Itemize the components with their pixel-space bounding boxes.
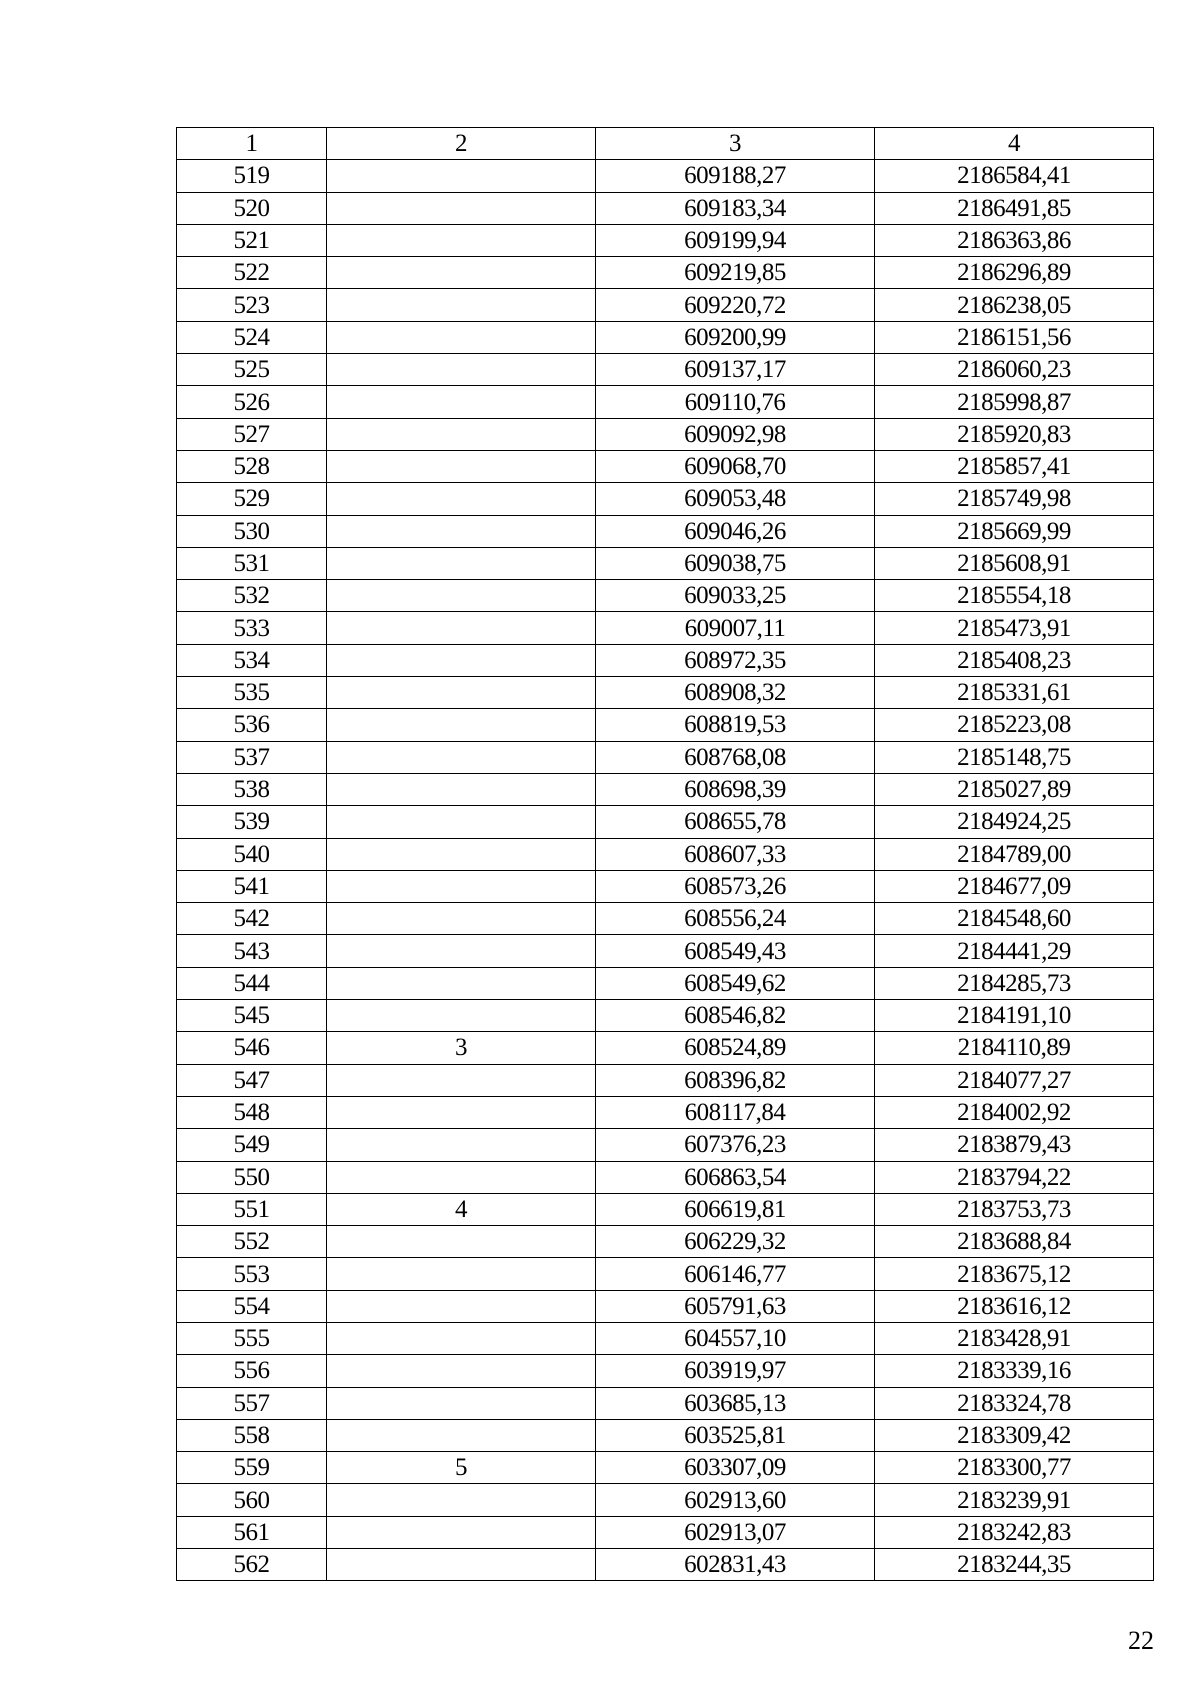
point-number-cell: 525 <box>177 354 327 386</box>
point-number-cell: 553 <box>177 1258 327 1290</box>
y-coordinate-cell: 2186363,86 <box>875 224 1154 256</box>
x-coordinate-cell: 607376,23 <box>596 1129 875 1161</box>
table-row <box>177 1387 1154 1419</box>
point-number-cell: 540 <box>177 838 327 870</box>
point-number-cell: 534 <box>177 644 327 676</box>
y-coordinate-cell: 2183675,12 <box>875 1258 1154 1290</box>
y-coordinate-cell: 2184110,89 <box>875 1032 1154 1064</box>
point-number-cell: 557 <box>177 1387 327 1419</box>
x-coordinate-cell: 608972,35 <box>596 644 875 676</box>
table-header-row <box>177 128 1154 160</box>
x-coordinate-cell: 609199,94 <box>596 224 875 256</box>
x-coordinate-cell: 605791,63 <box>596 1290 875 1322</box>
table-row <box>177 1032 1154 1064</box>
point-number-cell: 549 <box>177 1129 327 1161</box>
section-cell <box>327 386 596 418</box>
y-coordinate-cell: 2185749,98 <box>875 483 1154 515</box>
x-coordinate-cell: 608556,24 <box>596 903 875 935</box>
section-cell <box>327 903 596 935</box>
point-number-cell: 556 <box>177 1355 327 1387</box>
point-number-cell: 550 <box>177 1161 327 1193</box>
section-cell <box>327 1516 596 1548</box>
table-row <box>177 741 1154 773</box>
y-coordinate-cell: 2186238,05 <box>875 289 1154 321</box>
point-number-cell: 560 <box>177 1484 327 1516</box>
x-coordinate-cell: 609220,72 <box>596 289 875 321</box>
table-row <box>177 192 1154 224</box>
y-coordinate-cell: 2183753,73 <box>875 1193 1154 1225</box>
x-coordinate-cell: 608117,84 <box>596 1096 875 1128</box>
y-coordinate-cell: 2185857,41 <box>875 450 1154 482</box>
x-coordinate-cell: 609092,98 <box>596 418 875 450</box>
y-coordinate-cell: 2183794,22 <box>875 1161 1154 1193</box>
x-coordinate-cell: 602913,07 <box>596 1516 875 1548</box>
point-number-cell: 539 <box>177 806 327 838</box>
table-row <box>177 644 1154 676</box>
section-cell: 4 <box>327 1193 596 1225</box>
x-coordinate-cell: 608768,08 <box>596 741 875 773</box>
x-coordinate-cell: 609007,11 <box>596 612 875 644</box>
y-coordinate-cell: 2183309,42 <box>875 1419 1154 1451</box>
y-coordinate-cell: 2183242,83 <box>875 1516 1154 1548</box>
point-number-cell: 530 <box>177 515 327 547</box>
y-coordinate-cell: 2186584,41 <box>875 160 1154 192</box>
section-cell <box>327 354 596 386</box>
y-coordinate-cell: 2183244,35 <box>875 1549 1154 1581</box>
point-number-cell: 536 <box>177 709 327 741</box>
point-number-cell: 544 <box>177 967 327 999</box>
header-col-2: 2 <box>327 128 596 160</box>
section-cell <box>327 612 596 644</box>
section-cell <box>327 1484 596 1516</box>
header-col-3: 3 <box>596 128 875 160</box>
x-coordinate-cell: 608396,82 <box>596 1064 875 1096</box>
section-cell <box>327 1258 596 1290</box>
table-row <box>177 806 1154 838</box>
table-row <box>177 967 1154 999</box>
point-number-cell: 552 <box>177 1226 327 1258</box>
table-row <box>177 935 1154 967</box>
y-coordinate-cell: 2184677,09 <box>875 870 1154 902</box>
section-cell <box>327 1322 596 1354</box>
section-cell <box>327 224 596 256</box>
section-cell <box>327 1000 596 1032</box>
point-number-cell: 524 <box>177 321 327 353</box>
table-row <box>177 515 1154 547</box>
page-number: 22 <box>1128 1626 1154 1655</box>
x-coordinate-cell: 603525,81 <box>596 1419 875 1451</box>
section-cell: 5 <box>327 1452 596 1484</box>
x-coordinate-cell: 609110,76 <box>596 386 875 418</box>
point-number-cell: 519 <box>177 160 327 192</box>
y-coordinate-cell: 2183300,77 <box>875 1452 1154 1484</box>
y-coordinate-cell: 2185331,61 <box>875 677 1154 709</box>
x-coordinate-cell: 609033,25 <box>596 580 875 612</box>
point-number-cell: 555 <box>177 1322 327 1354</box>
y-coordinate-cell: 2183239,91 <box>875 1484 1154 1516</box>
y-coordinate-cell: 2183324,78 <box>875 1387 1154 1419</box>
section-cell <box>327 160 596 192</box>
point-number-cell: 551 <box>177 1193 327 1225</box>
point-number-cell: 532 <box>177 580 327 612</box>
section-cell <box>327 483 596 515</box>
section-cell <box>327 870 596 902</box>
y-coordinate-cell: 2184191,10 <box>875 1000 1154 1032</box>
x-coordinate-cell: 608546,82 <box>596 1000 875 1032</box>
x-coordinate-cell: 608573,26 <box>596 870 875 902</box>
point-number-cell: 522 <box>177 257 327 289</box>
x-coordinate-cell: 608655,78 <box>596 806 875 838</box>
section-cell <box>327 806 596 838</box>
section-cell <box>327 741 596 773</box>
section-cell <box>327 1419 596 1451</box>
point-number-cell: 533 <box>177 612 327 644</box>
table-row <box>177 160 1154 192</box>
x-coordinate-cell: 609068,70 <box>596 450 875 482</box>
point-number-cell: 542 <box>177 903 327 935</box>
x-coordinate-cell: 609046,26 <box>596 515 875 547</box>
section-cell <box>327 418 596 450</box>
point-number-cell: 548 <box>177 1096 327 1128</box>
x-coordinate-cell: 604557,10 <box>596 1322 875 1354</box>
x-coordinate-cell: 608819,53 <box>596 709 875 741</box>
x-coordinate-cell: 609200,99 <box>596 321 875 353</box>
x-coordinate-cell: 609053,48 <box>596 483 875 515</box>
x-coordinate-cell: 609219,85 <box>596 257 875 289</box>
table-row <box>177 386 1154 418</box>
y-coordinate-cell: 2186491,85 <box>875 192 1154 224</box>
section-cell <box>327 967 596 999</box>
point-number-cell: 520 <box>177 192 327 224</box>
section-cell <box>327 1161 596 1193</box>
x-coordinate-cell: 609183,34 <box>596 192 875 224</box>
y-coordinate-cell: 2184924,25 <box>875 806 1154 838</box>
y-coordinate-cell: 2183616,12 <box>875 1290 1154 1322</box>
section-cell <box>327 773 596 805</box>
section-cell <box>327 580 596 612</box>
section-cell <box>327 677 596 709</box>
section-cell <box>327 935 596 967</box>
table-row <box>177 289 1154 321</box>
table-row <box>177 1452 1154 1484</box>
table-row <box>177 1064 1154 1096</box>
table-row <box>177 1290 1154 1322</box>
coordinates-table-container <box>176 127 1153 1581</box>
section-cell <box>327 709 596 741</box>
x-coordinate-cell: 603307,09 <box>596 1452 875 1484</box>
point-number-cell: 546 <box>177 1032 327 1064</box>
header-col-4: 4 <box>875 128 1154 160</box>
section-cell <box>327 644 596 676</box>
table-row <box>177 1258 1154 1290</box>
section-cell <box>327 192 596 224</box>
point-number-cell: 526 <box>177 386 327 418</box>
x-coordinate-cell: 609038,75 <box>596 547 875 579</box>
x-coordinate-cell: 602913,60 <box>596 1484 875 1516</box>
point-number-cell: 527 <box>177 418 327 450</box>
point-number-cell: 541 <box>177 870 327 902</box>
section-cell <box>327 1064 596 1096</box>
point-number-cell: 554 <box>177 1290 327 1322</box>
y-coordinate-cell: 2183879,43 <box>875 1129 1154 1161</box>
x-coordinate-cell: 609137,17 <box>596 354 875 386</box>
table-row <box>177 547 1154 579</box>
point-number-cell: 528 <box>177 450 327 482</box>
table-row <box>177 838 1154 870</box>
table-row <box>177 418 1154 450</box>
y-coordinate-cell: 2186296,89 <box>875 257 1154 289</box>
table-row <box>177 257 1154 289</box>
y-coordinate-cell: 2185998,87 <box>875 386 1154 418</box>
table-row <box>177 773 1154 805</box>
table-row <box>177 224 1154 256</box>
y-coordinate-cell: 2186060,23 <box>875 354 1154 386</box>
x-coordinate-cell: 609188,27 <box>596 160 875 192</box>
y-coordinate-cell: 2185554,18 <box>875 580 1154 612</box>
point-number-cell: 562 <box>177 1549 327 1581</box>
table-row <box>177 450 1154 482</box>
section-cell <box>327 1387 596 1419</box>
y-coordinate-cell: 2184002,92 <box>875 1096 1154 1128</box>
y-coordinate-cell: 2184548,60 <box>875 903 1154 935</box>
point-number-cell: 545 <box>177 1000 327 1032</box>
table-row <box>177 1484 1154 1516</box>
section-cell <box>327 1226 596 1258</box>
table-row <box>177 580 1154 612</box>
y-coordinate-cell: 2185669,99 <box>875 515 1154 547</box>
x-coordinate-cell: 606146,77 <box>596 1258 875 1290</box>
section-cell <box>327 1290 596 1322</box>
table-row <box>177 903 1154 935</box>
table-row <box>177 1096 1154 1128</box>
y-coordinate-cell: 2185223,08 <box>875 709 1154 741</box>
section-cell: 3 <box>327 1032 596 1064</box>
x-coordinate-cell: 608549,43 <box>596 935 875 967</box>
point-number-cell: 521 <box>177 224 327 256</box>
y-coordinate-cell: 2185027,89 <box>875 773 1154 805</box>
table-row <box>177 870 1154 902</box>
table-row <box>177 1419 1154 1451</box>
section-cell <box>327 547 596 579</box>
table-row <box>177 1516 1154 1548</box>
table-row <box>177 677 1154 709</box>
table-row <box>177 1355 1154 1387</box>
x-coordinate-cell: 608607,33 <box>596 838 875 870</box>
y-coordinate-cell: 2185148,75 <box>875 741 1154 773</box>
x-coordinate-cell: 608698,39 <box>596 773 875 805</box>
table-row <box>177 1226 1154 1258</box>
y-coordinate-cell: 2184789,00 <box>875 838 1154 870</box>
x-coordinate-cell: 602831,43 <box>596 1549 875 1581</box>
section-cell <box>327 838 596 870</box>
section-cell <box>327 1355 596 1387</box>
table-row <box>177 709 1154 741</box>
table-body <box>177 160 1154 1581</box>
section-cell <box>327 1096 596 1128</box>
table-row <box>177 321 1154 353</box>
table-row <box>177 612 1154 644</box>
y-coordinate-cell: 2184441,29 <box>875 935 1154 967</box>
point-number-cell: 561 <box>177 1516 327 1548</box>
y-coordinate-cell: 2183428,91 <box>875 1322 1154 1354</box>
table-row <box>177 1161 1154 1193</box>
point-number-cell: 543 <box>177 935 327 967</box>
y-coordinate-cell: 2183688,84 <box>875 1226 1154 1258</box>
section-cell <box>327 1129 596 1161</box>
section-cell <box>327 289 596 321</box>
y-coordinate-cell: 2185408,23 <box>875 644 1154 676</box>
point-number-cell: 529 <box>177 483 327 515</box>
y-coordinate-cell: 2183339,16 <box>875 1355 1154 1387</box>
y-coordinate-cell: 2185608,91 <box>875 547 1154 579</box>
y-coordinate-cell: 2184077,27 <box>875 1064 1154 1096</box>
x-coordinate-cell: 606619,81 <box>596 1193 875 1225</box>
y-coordinate-cell: 2185920,83 <box>875 418 1154 450</box>
point-number-cell: 559 <box>177 1452 327 1484</box>
y-coordinate-cell: 2184285,73 <box>875 967 1154 999</box>
table-row <box>177 1193 1154 1225</box>
section-cell <box>327 257 596 289</box>
y-coordinate-cell: 2186151,56 <box>875 321 1154 353</box>
point-number-cell: 531 <box>177 547 327 579</box>
section-cell <box>327 321 596 353</box>
table-row <box>177 483 1154 515</box>
table-row <box>177 354 1154 386</box>
table-row <box>177 1129 1154 1161</box>
table-row <box>177 1322 1154 1354</box>
x-coordinate-cell: 603685,13 <box>596 1387 875 1419</box>
section-cell <box>327 1549 596 1581</box>
x-coordinate-cell: 606863,54 <box>596 1161 875 1193</box>
section-cell <box>327 515 596 547</box>
point-number-cell: 535 <box>177 677 327 709</box>
point-number-cell: 547 <box>177 1064 327 1096</box>
header-col-1: 1 <box>177 128 327 160</box>
table-row <box>177 1000 1154 1032</box>
table-row <box>177 1549 1154 1581</box>
point-number-cell: 558 <box>177 1419 327 1451</box>
x-coordinate-cell: 608549,62 <box>596 967 875 999</box>
x-coordinate-cell: 608908,32 <box>596 677 875 709</box>
point-number-cell: 538 <box>177 773 327 805</box>
point-number-cell: 523 <box>177 289 327 321</box>
y-coordinate-cell: 2185473,91 <box>875 612 1154 644</box>
point-number-cell: 537 <box>177 741 327 773</box>
x-coordinate-cell: 606229,32 <box>596 1226 875 1258</box>
coordinates-table <box>176 127 1154 1581</box>
section-cell <box>327 450 596 482</box>
x-coordinate-cell: 603919,97 <box>596 1355 875 1387</box>
x-coordinate-cell: 608524,89 <box>596 1032 875 1064</box>
